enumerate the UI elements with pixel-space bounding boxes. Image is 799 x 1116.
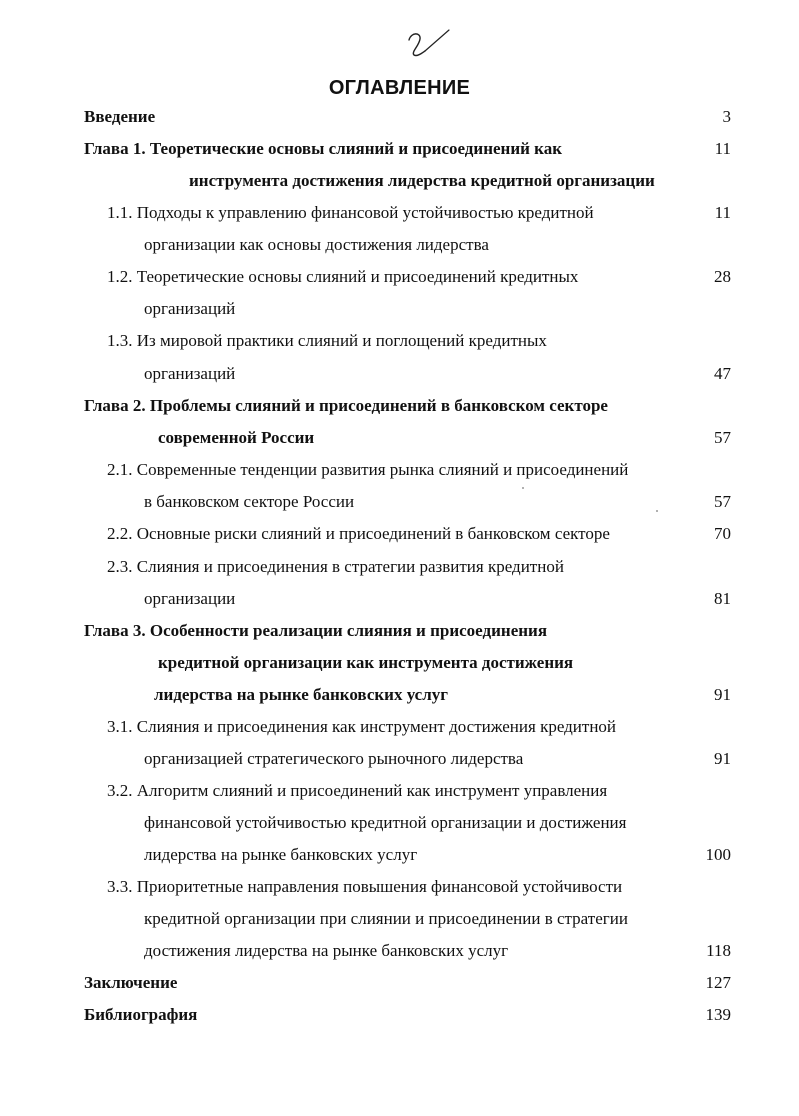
handwritten-page-mark <box>405 26 451 60</box>
toc-chapter-1-line-2: инструмента достижения лидерства кредитной организации <box>189 171 655 190</box>
toc-page-number: 91 <box>714 685 731 704</box>
toc-section-2-1-line-2: в банковском секторе России <box>144 492 355 511</box>
toc-section-1-2-line-1: 1.2. Теоретические основы слияний и присоединений кредитных <box>107 267 579 286</box>
toc-section-2-3-line-1: 2.3. Слияния и присоединения в стратегии развития кредитной <box>107 557 564 576</box>
scan-speck <box>522 487 524 489</box>
toc-page-number: 127 <box>705 973 731 992</box>
toc-section-3-2-line-1: 3.2. Алгоритм слияний и присоединений как инструмент управления <box>107 781 608 800</box>
toc-section-3-3-line-3: достижения лидерства на рынке банковских услуг <box>144 941 509 960</box>
toc-page-number: 11 <box>714 139 731 158</box>
toc-page-number: 57 <box>714 492 731 511</box>
toc-section-3-2-line-2: финансовой устойчивостью кредитной организации и достижения <box>144 813 627 832</box>
toc-page-number: 28 <box>714 267 731 286</box>
toc-chapter-2-line-1: Глава 2. Проблемы слияний и присоединений в банковском секторе <box>84 396 608 415</box>
toc-section-3-1-line-2: организацией стратегического рыночного лидерства <box>144 749 524 768</box>
toc-page-number: 139 <box>705 1005 731 1024</box>
toc-page-number: 57 <box>714 428 731 447</box>
toc-section-2-3-line-2: организации <box>144 589 236 608</box>
toc-section-3-3-line-1: 3.3. Приоритетные направления повышения финансовой устойчивости <box>107 877 623 896</box>
toc-page-number: 91 <box>714 749 731 768</box>
toc-section-3-2-line-3: лидерства на рынке банковских услуг <box>144 845 418 864</box>
toc-page-number: 100 <box>705 845 731 864</box>
toc-page-number: 70 <box>714 524 731 543</box>
toc-section-2-1-line-1: 2.1. Современные тенденции развития рынка слияний и присоединений <box>107 460 629 479</box>
toc-section-3-3-line-2: кредитной организации при слиянии и присоединении в стратегии <box>144 909 628 928</box>
toc-page-number: 11 <box>714 203 731 222</box>
toc-chapter-3-line-3: лидерства на рынке банковских услуг <box>154 685 448 704</box>
toc-entry-conclusion: Заключение <box>84 973 178 992</box>
toc-section-1-1-line-2: организации как основы достижения лидерства <box>144 235 489 254</box>
toc-page-number: 81 <box>714 589 731 608</box>
toc-page-number: 118 <box>706 941 731 960</box>
toc-chapter-3-line-2: кредитной организации как инструмента достижения <box>158 653 574 672</box>
toc-section-1-1-line-1: 1.1. Подходы к управлению финансовой устойчивостью кредитной <box>107 203 594 222</box>
toc-section-2-2-line-1: 2.2. Основные риски слияний и присоединений в банковском секторе <box>107 524 610 543</box>
toc-section-1-3-line-2: организаций <box>144 364 236 383</box>
toc-section-3-1-line-1: 3.1. Слияния и присоединения как инструмент достижения кредитной <box>107 717 617 736</box>
toc-chapter-1-line-1: Глава 1. Теоретические основы слияний и присоединений как <box>84 139 563 158</box>
toc-entry-intro: Введение <box>84 107 156 126</box>
toc-page-number: 3 <box>722 107 731 126</box>
toc-chapter-2-line-2: современной России <box>158 428 315 447</box>
toc-section-1-2-line-2: организаций <box>144 299 236 318</box>
toc-section-1-3-line-1: 1.3. Из мировой практики слияний и поглощений кредитных <box>107 331 547 350</box>
toc-chapter-3-line-1: Глава 3. Особенности реализации слияния и присоединения <box>84 621 548 640</box>
toc-title: ОГЛАВЛЕНИЕ <box>328 77 471 99</box>
toc-entry-bibliography: Библиография <box>84 1005 198 1024</box>
scan-speck <box>656 510 658 512</box>
toc-page-number: 47 <box>714 364 731 383</box>
